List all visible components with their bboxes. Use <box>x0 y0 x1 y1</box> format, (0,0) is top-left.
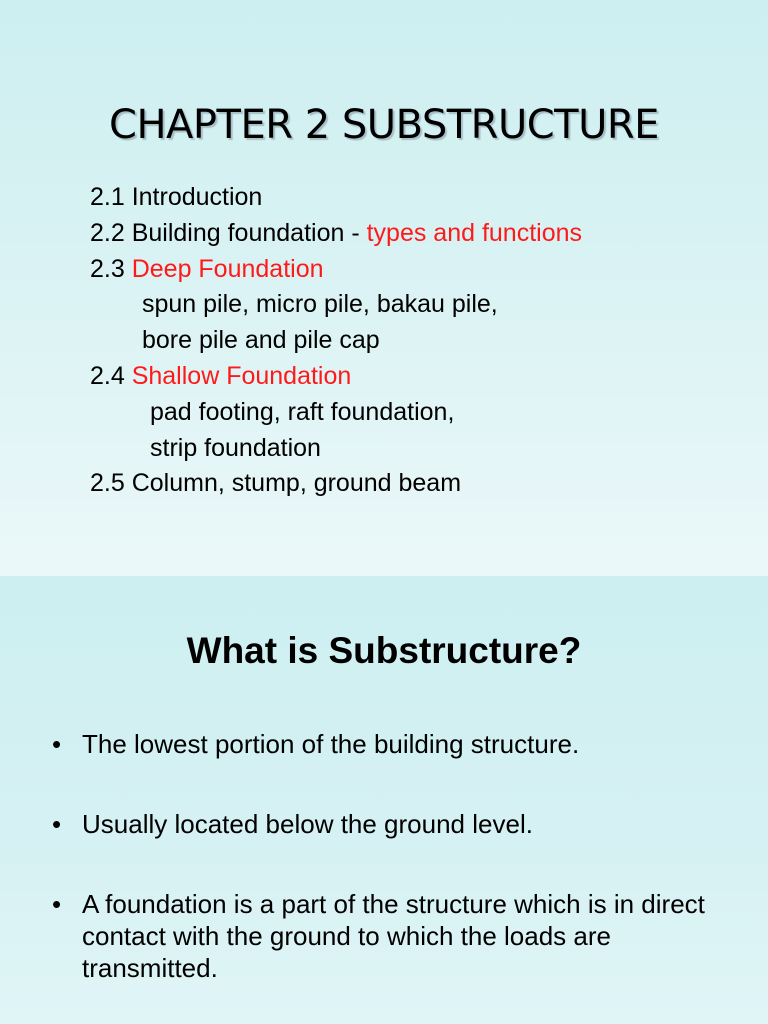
toc-item-2-2-prefix: 2.2 Building foundation - <box>90 218 367 247</box>
slide-what-is-substructure <box>0 576 768 1024</box>
slide-title: What is Substructure? <box>186 630 582 671</box>
toc-item-2-2-highlight: types and functions <box>366 218 583 247</box>
toc-item-2-5: 2.5 Column, stump, ground beam <box>90 469 462 498</box>
toc-item-2-1: 2.1 Introduction <box>90 183 263 211</box>
toc-item-2-3-prefix: 2.3 <box>90 254 132 283</box>
chapter-title: CHAPTER 2 SUBSTRUCTURE <box>109 102 659 148</box>
toc-item-2-4-highlight: Shallow Foundation <box>131 361 352 390</box>
toc-item-2-4-detail-2: strip foundation <box>150 433 321 462</box>
toc-item-2-3 <box>90 252 582 288</box>
bullet-list <box>50 728 710 984</box>
toc-item-2-3-detail-2: bore pile and pile cap <box>142 326 380 355</box>
table-of-contents <box>90 180 582 502</box>
bullet-item: • The lowest portion of the building structure. <box>50 728 710 760</box>
toc-item-2-4-detail-1: pad footing, raft foundation, <box>150 397 455 426</box>
toc-item-2-2 <box>90 216 582 252</box>
toc-item-2-3-detail-1: spun pile, micro pile, bakau pile, <box>142 290 498 319</box>
bullet-item: • Usually located below the ground level. <box>50 808 710 840</box>
toc-item-2-4-prefix: 2.4 <box>90 361 132 390</box>
toc-item-2-4 <box>90 359 582 395</box>
toc-item-2-3-highlight: Deep Foundation <box>131 254 324 283</box>
bullet-item: • A foundation is a part of the structure which is in direct contact with the ground to which the loads are transmitted. <box>50 888 710 984</box>
